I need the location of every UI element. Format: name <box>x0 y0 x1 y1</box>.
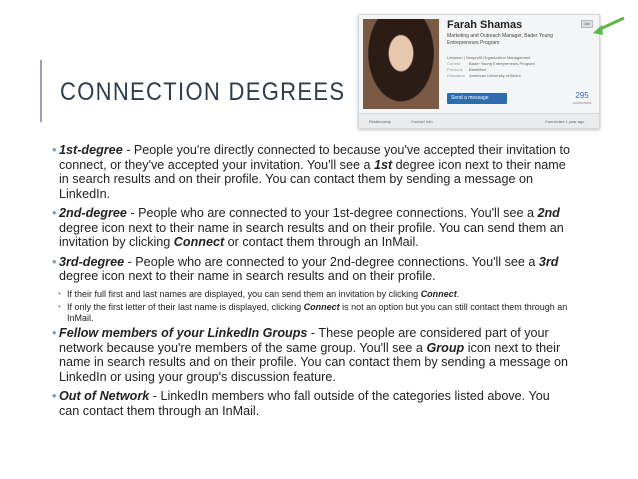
bullet-lead: 2nd-degree <box>59 206 127 220</box>
profile-photo <box>363 19 439 109</box>
bullet-dot-icon: • <box>58 302 61 311</box>
bullet-item <box>52 143 570 201</box>
body-text: - People who are connected to your 1st-degree connections. You'll see a <box>126 206 538 220</box>
bullet-dot-icon: • <box>52 143 57 157</box>
title-accent-bar <box>40 60 42 122</box>
relationship-tab[interactable]: Relationship <box>369 119 392 124</box>
emphasis-text: Connect <box>420 288 457 299</box>
bullet-lead: Out of Network <box>59 389 150 403</box>
bullet-dot-icon: • <box>52 254 57 269</box>
connections-label: connections <box>572 101 592 105</box>
meta-row: Current Bader Young Entrepreneurs Program <box>447 61 535 66</box>
connected-since: Connected 1 year ago <box>545 119 585 124</box>
meta-row: Previous BankMed <box>447 67 486 72</box>
emphasis-text: Group <box>426 340 465 355</box>
body-text: icon next to their name in search results and on their profile. You can contact them by sending a message on LinkedIn or using your group's discussion feature. <box>59 340 568 384</box>
degree-badge: 1st <box>581 20 593 28</box>
profile-location: Lebanon | Nonprofit Organization Management <box>447 55 531 60</box>
bullet-item <box>52 326 570 384</box>
emphasis-text: Connect <box>303 302 340 312</box>
card-footer <box>359 113 599 129</box>
bullet-list <box>52 143 570 423</box>
sub-bullet-item <box>52 289 570 300</box>
bullet-dot-icon: • <box>52 206 57 220</box>
bullet-item <box>52 255 570 284</box>
bullet-lead: 1st-degree <box>59 143 123 157</box>
body-text: - These people are considered part of your network because you're members of the same group. You'll see a <box>59 326 549 355</box>
body-text: degree icon next to their name in search results and on their profile. <box>59 269 436 283</box>
bullet-dot-icon: • <box>52 389 57 403</box>
arrow-pointer-icon <box>590 14 626 42</box>
meta-row: Education American University of Beirut <box>447 73 521 78</box>
profile-meta <box>447 55 587 79</box>
body-text: degree icon next to their name in search results and on their profile. You can contact them by sending a message on LinkedIn. <box>59 157 566 201</box>
bullet-dot-icon: • <box>52 326 57 340</box>
emphasis-text: 3rd <box>538 254 559 269</box>
profile-name: Farah Shamas <box>447 19 523 31</box>
bullet-item <box>52 389 570 418</box>
slide-title: CONNECTION DEGREES <box>60 78 346 106</box>
bullet-item <box>52 206 570 250</box>
body-text: If only the first letter of their last name is displayed, clicking <box>67 302 304 312</box>
bullet-lead: 3rd-degree <box>59 254 125 269</box>
body-text: - People you're directly connected to because you've accepted their invitation to connect, or they've accepted your invitation. You'll see a <box>59 143 570 172</box>
connections-count: 295 <box>575 91 589 100</box>
body-text: - People who are connected to your 2nd-degree connections. You'll see a <box>124 254 539 269</box>
linkedin-profile-card <box>358 14 600 129</box>
body-text: . <box>456 288 460 299</box>
bullet-dot-icon: • <box>58 288 61 298</box>
send-message-button[interactable]: Send a message <box>447 93 507 104</box>
bullet-lead: Fellow members of your LinkedIn Groups <box>59 326 308 340</box>
emphasis-text: 2nd <box>537 206 560 220</box>
body-text: or contact them through an InMail. <box>224 235 419 249</box>
emphasis-text: 1st <box>373 157 393 172</box>
contact-info-tab[interactable]: Contact Info <box>411 119 433 124</box>
body-text: - LinkedIn members who fall outside of the categories listed above. You can contact them through an InMail. <box>59 389 550 418</box>
sub-bullet-item <box>52 302 570 323</box>
emphasis-text: Connect <box>173 235 225 249</box>
profile-headline: Marketing and Outreach Manager, Bader Young Entrepreneurs Program <box>447 33 553 46</box>
body-text: degree icon next to their name in search results and on their profile. You can send them an invitation by clicking <box>59 220 564 249</box>
body-text: is not an option but you can still contact them through an InMail. <box>67 302 568 323</box>
body-text: If their full first and last names are displayed, you can send them an invitation by clicking <box>67 288 421 299</box>
